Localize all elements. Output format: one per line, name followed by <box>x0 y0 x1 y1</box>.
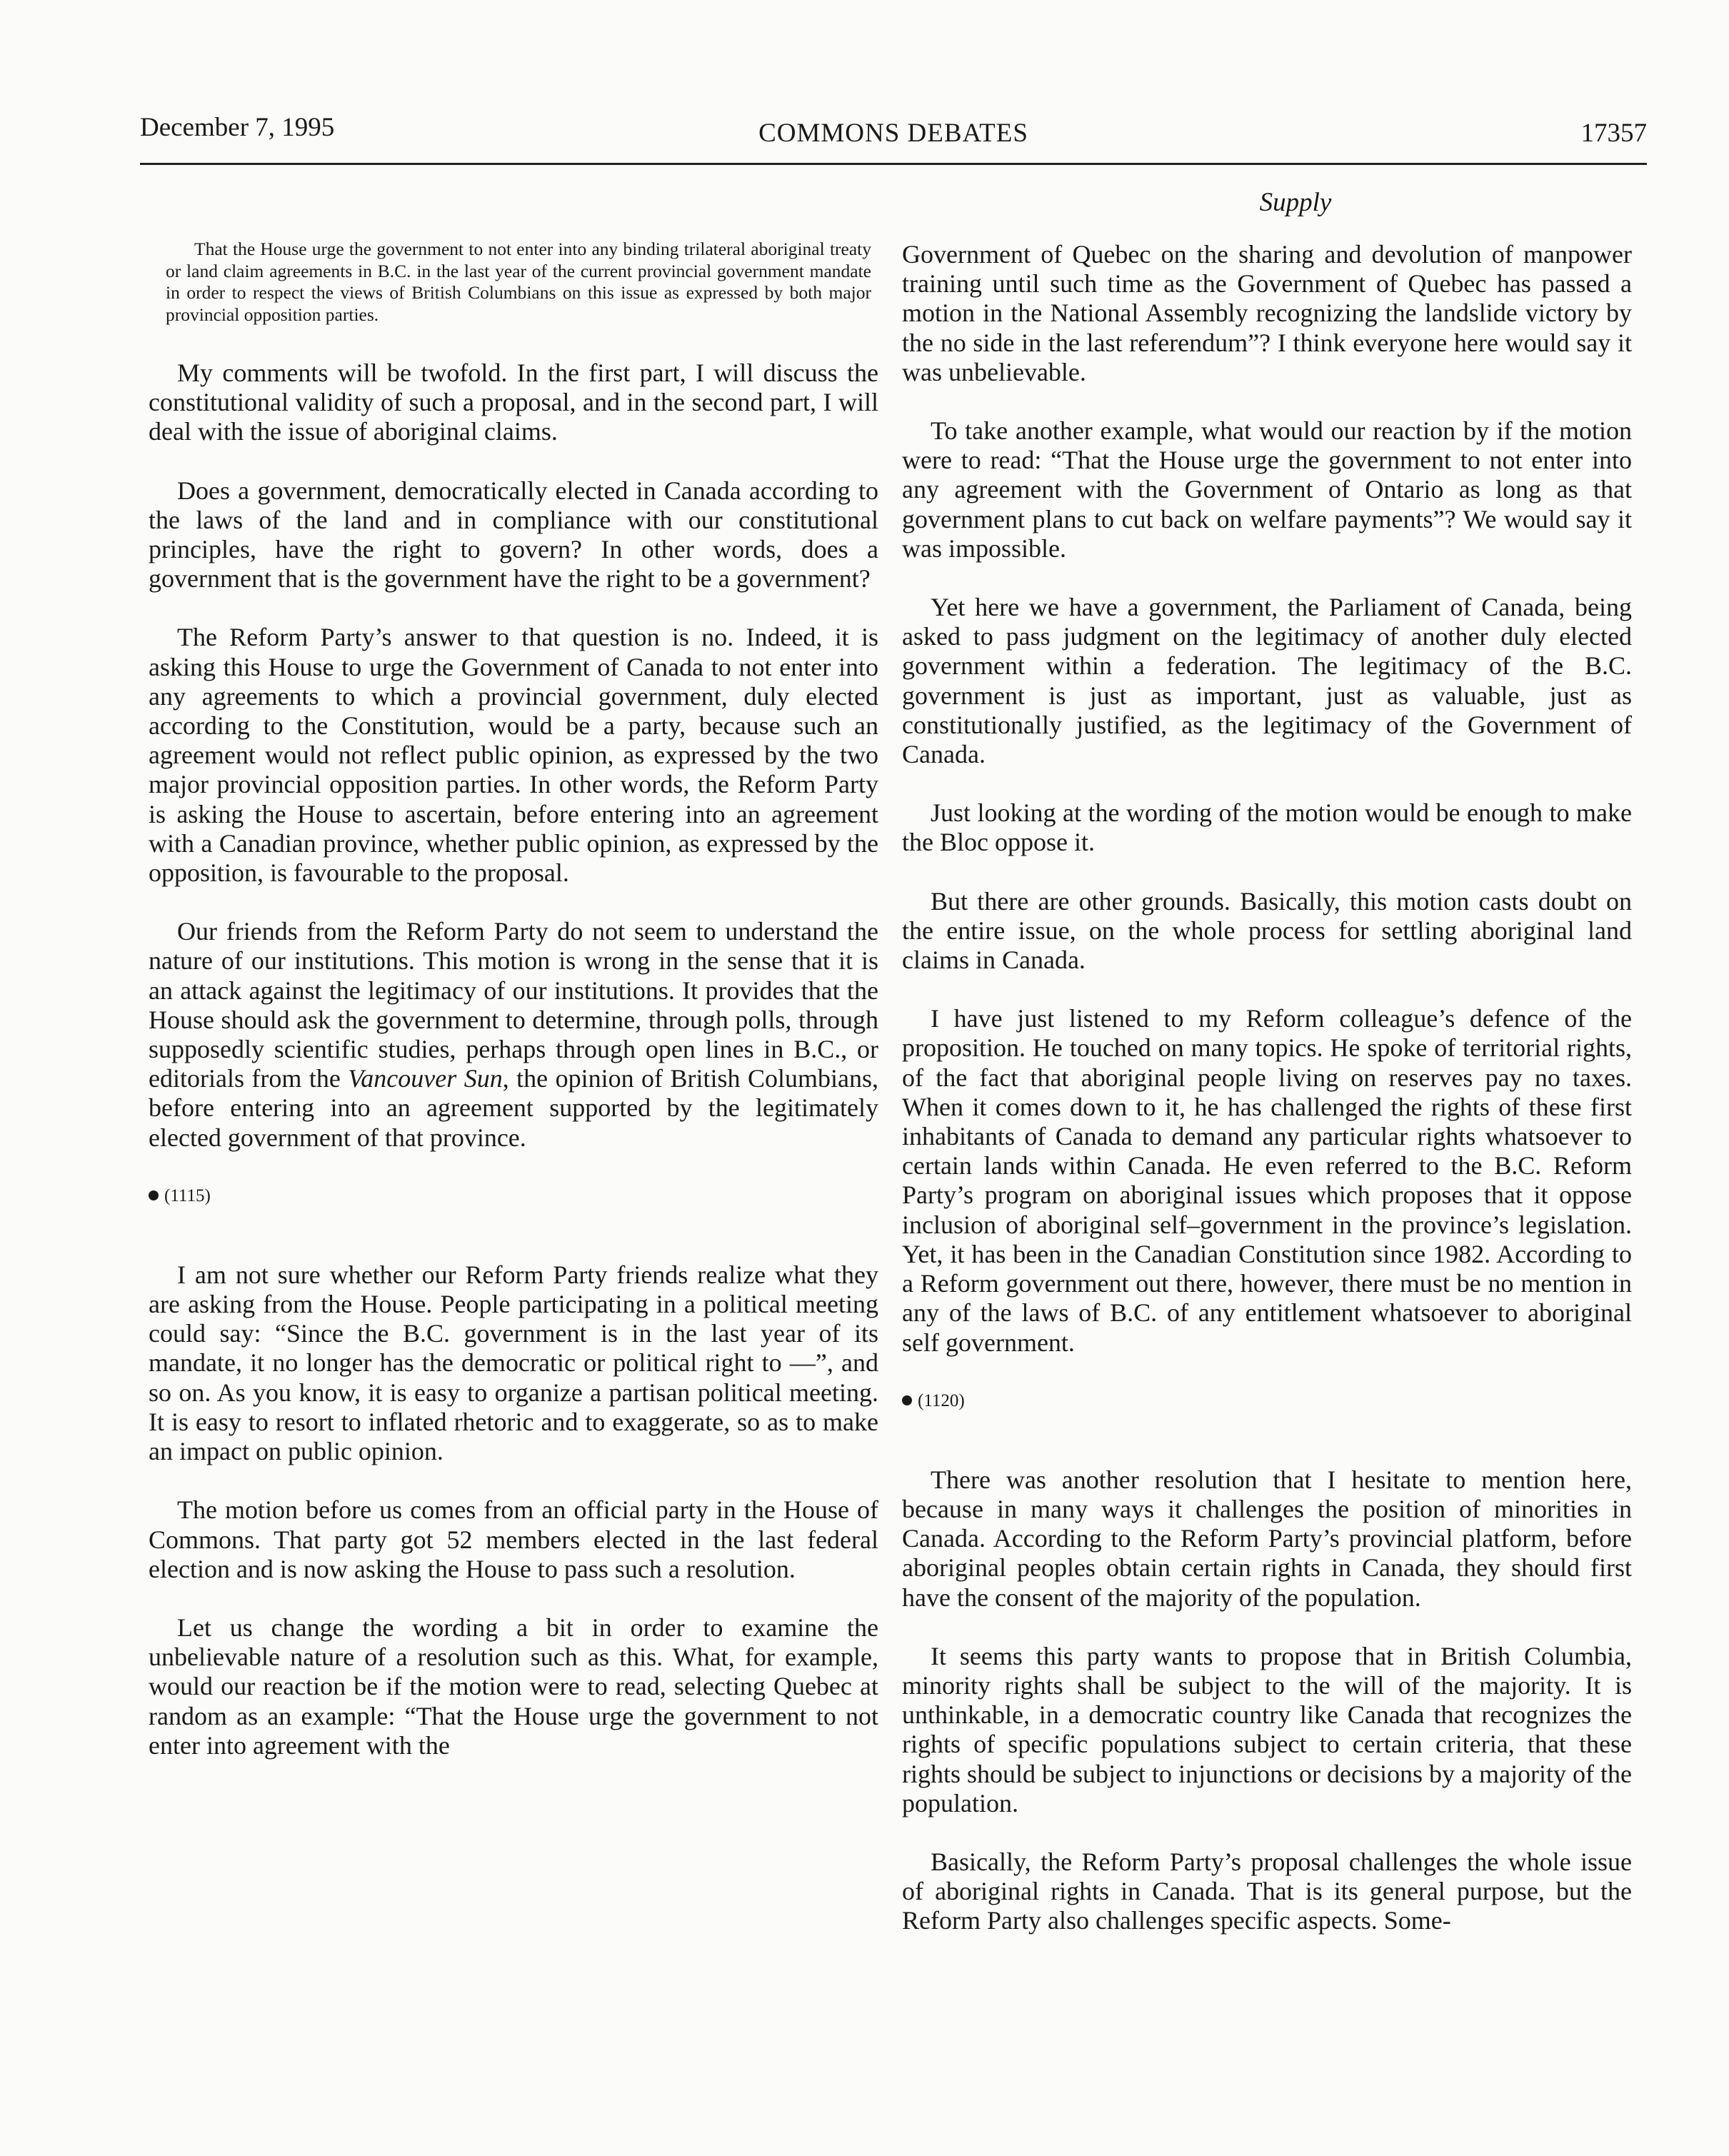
bullet-icon <box>902 1395 912 1405</box>
right-column <box>902 179 1632 1965</box>
paragraph: It seems this party wants to propose that in British Columbia, minority rights shall be subject to the will of the majority. It is unthinkable, in a democratic country like Canada that recognizes the rights of specific populations subject to certain criteria, that these rights should be subject to injunctions or decisions by a majority of the population. <box>902 1641 1632 1817</box>
section-title: Supply <box>1259 188 1332 217</box>
time-marker <box>149 1182 878 1210</box>
header-publication-title: COMMONS DEBATES <box>758 119 1028 148</box>
time-marker <box>902 1387 1632 1415</box>
paragraph: I am not sure whether our Reform Party friends realize what they are asking from the House. People participating in a political meeting could say: “Since the B.C. government is in the last year of its mandate, it no longer has the democratic or political right to —”, and so on. As you know, it is easy to organize a partisan political meeting. It is easy to resort to inflated rhetoric and to exaggerate, so as to make an impact on public opinion. <box>149 1260 878 1466</box>
paragraph: My comments will be twofold. In the first part, I will discuss the constitutional validity of such a proposal, and in the second part, I will deal with the issue of aboriginal claims. <box>149 359 878 446</box>
motion-quote: That the House urge the government to not enter into any binding trilateral aboriginal treaty or land claim agreements in B.C. in the last year of the current provincial government mandate in order to respect the views of British Columbians on this issue as expressed by both major provincial opposition parties. <box>166 239 871 325</box>
paragraph: Government of Quebec on the sharing and devolution of manpower training until such time as the Government of Quebec has passed a motion in the National Assembly recognizing the landslide victory by the no side in the last referendum”? I think everyone here would say it was unbelievable. <box>902 240 1632 386</box>
header-date: December 7, 1995 <box>140 113 335 142</box>
header-rule <box>140 163 1647 165</box>
paragraph: Does a government, democratically elected in Canada according to the laws of the land and in compliance with our constitutional principles, have the right to govern? In other words, does a government that is the government have the right to be a government? <box>149 476 878 593</box>
time-label: (1115) <box>164 1185 211 1205</box>
paragraph: But there are other grounds. Basically, this motion casts doubt on the entire issue, on the whole process for settling aboriginal land claims in Canada. <box>902 886 1632 975</box>
paragraph: Basically, the Reform Party’s proposal challenges the whole issue of aboriginal rights in Canada. That is its general purpose, but the Reform Party also challenges specific aspects. Some- <box>902 1847 1632 1935</box>
left-column <box>149 179 878 1790</box>
bullet-icon <box>149 1190 159 1200</box>
newspaper-name: Vancouver Sun <box>348 1064 503 1093</box>
paragraph: Just looking at the wording of the motion would be enough to make the Bloc oppose it. <box>902 798 1632 857</box>
paragraph-text: Our friends from the Reform Party do not seem to understand the nature of our institutions. This motion is wrong in the sense that it is an attack against the legitimacy of our institutions. It provides that the House should ask the government to determine, through polls, through supposedly scientific studies, perhaps through open lines in B.C., or editorials from the <box>149 917 878 1093</box>
time-label: (1120) <box>918 1390 965 1410</box>
paragraph: I have just listened to my Reform colleague’s defence of the proposition. He touched on many topics. He spoke of territorial rights, of the fact that aboriginal people living on reserves pay no taxes. When it comes down to it, he has challenged the rights of these first inhabitants of Canada to demand any particular rights whatsoever to certain lands within Canada. He even referred to the B.C. Reform Party’s program on aboriginal issues which proposes that it oppose inclusion of aboriginal self–government in the province’s legislation. Yet, it has been in the Canadian Constitution since 1982. According to a Reform government out there, however, there must be no mention in any of the laws of B.C. of any entitlement whatsoever to aboriginal self government. <box>902 1004 1632 1357</box>
page-header <box>140 106 1647 149</box>
paragraph <box>149 917 878 1153</box>
paragraph: The Reform Party’s answer to that question is no. Indeed, it is asking this House to urge the Government of Canada to not enter into any agreements to which a provincial government, duly elected according to the Constitution, would be a party, because such an agreement would not reflect public opinion, as expressed by the two major provincial opposition parties. In other words, the Reform Party is asking the House to ascertain, before entering into an agreement with a Canadian province, whether public opinion, as expressed by the opposition, is favourable to the proposal. <box>149 623 878 888</box>
paragraph-text: , the opinion of British Columbians, before entering into an agreement supported by the legitimately elected government of that province. <box>149 1064 878 1152</box>
paragraph: There was another resolution that I hesitate to mention here, because in many ways it challenges the position of minorities in Canada. According to the Reform Party’s provincial platform, before aboriginal peoples obtain certain rights in Canada, they should first have the consent of the majority of the population. <box>902 1465 1632 1612</box>
header-page-number: 17357 <box>1580 119 1647 148</box>
paragraph: Yet here we have a government, the Parliament of Canada, being asked to pass judgment on the legitimacy of another duly elected government within a federation. The legitimacy of the B.C. government is just as important, just as valuable, just as constitutionally justified, as the legitimacy of the Government of Canada. <box>902 593 1632 769</box>
paragraph: To take another example, what would our reaction by if the motion were to read: “That the House urge the government to not enter into any agreement with the Government of Ontario as long as that government plans to cut back on welfare payments”? We would say it was impossible. <box>902 416 1632 563</box>
paragraph: The motion before us comes from an official party in the House of Commons. That party got 52 members elected in the last federal election and is now asking the House to pass such a resolution. <box>149 1495 878 1583</box>
paragraph: Let us change the wording a bit in order to examine the unbelievable nature of a resolution such as this. What, for example, would our reaction be if the motion were to read, selecting Quebec at random as an example: “That the House urge the government to not enter into agreement with the <box>149 1613 878 1760</box>
